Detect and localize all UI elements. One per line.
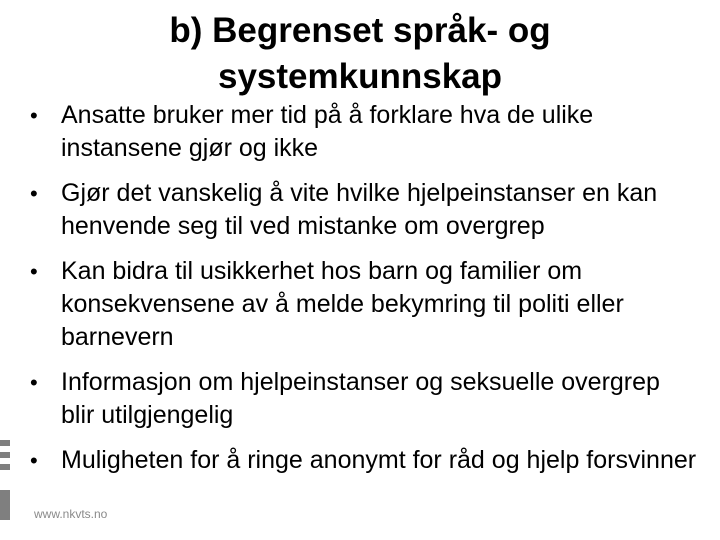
- bullet-text-4: Informasjon om hjelpeinstanser og seksuelle overgrep blir utilgjengelig: [61, 368, 660, 429]
- bullet-text-2: Gjør det vanskelig å vite hvilke hjelpeinstanser en kan henvende seg til ved mistanke om overgrep: [61, 179, 658, 240]
- bullet-item-3: [30, 255, 700, 354]
- bullet-text-1: Ansatte bruker mer tid på å forklare hva de ulike instansene gjør og ikke: [61, 101, 594, 162]
- slide-title: [80, 8, 640, 100]
- bullet-item-2: [30, 177, 700, 243]
- bullet-dot-icon: •: [30, 181, 38, 206]
- bullet-list: [30, 99, 700, 477]
- bullet-text-5: Muligheten for å ringe anonymt for råd og hjelp forsvinner: [61, 446, 697, 474]
- logo-bar-3: [0, 464, 10, 470]
- nkvts-logo-bars-icon: [0, 440, 12, 520]
- logo-bar-1: [0, 440, 10, 446]
- bullet-dot-icon: •: [30, 103, 38, 128]
- title-line-2: systemkunnskap: [217, 57, 503, 96]
- footer-url: www.nkvts.no: [34, 507, 108, 521]
- bullet-item-1: [30, 99, 700, 165]
- logo-bar-2: [0, 452, 10, 458]
- title-line-1: b) Begrenset språk- og: [169, 11, 551, 50]
- bullet-item-5: [30, 444, 700, 477]
- bullet-item-4: [30, 366, 700, 432]
- bullet-dot-icon: •: [30, 259, 38, 284]
- bullet-text-3: Kan bidra til usikkerhet hos barn og familier om konsekvensene av å melde bekymring til politi eller barnevern: [61, 257, 624, 351]
- bullet-dot-icon: •: [30, 370, 38, 395]
- bullet-dot-icon: •: [30, 448, 38, 473]
- logo-bar-tall: [0, 490, 10, 520]
